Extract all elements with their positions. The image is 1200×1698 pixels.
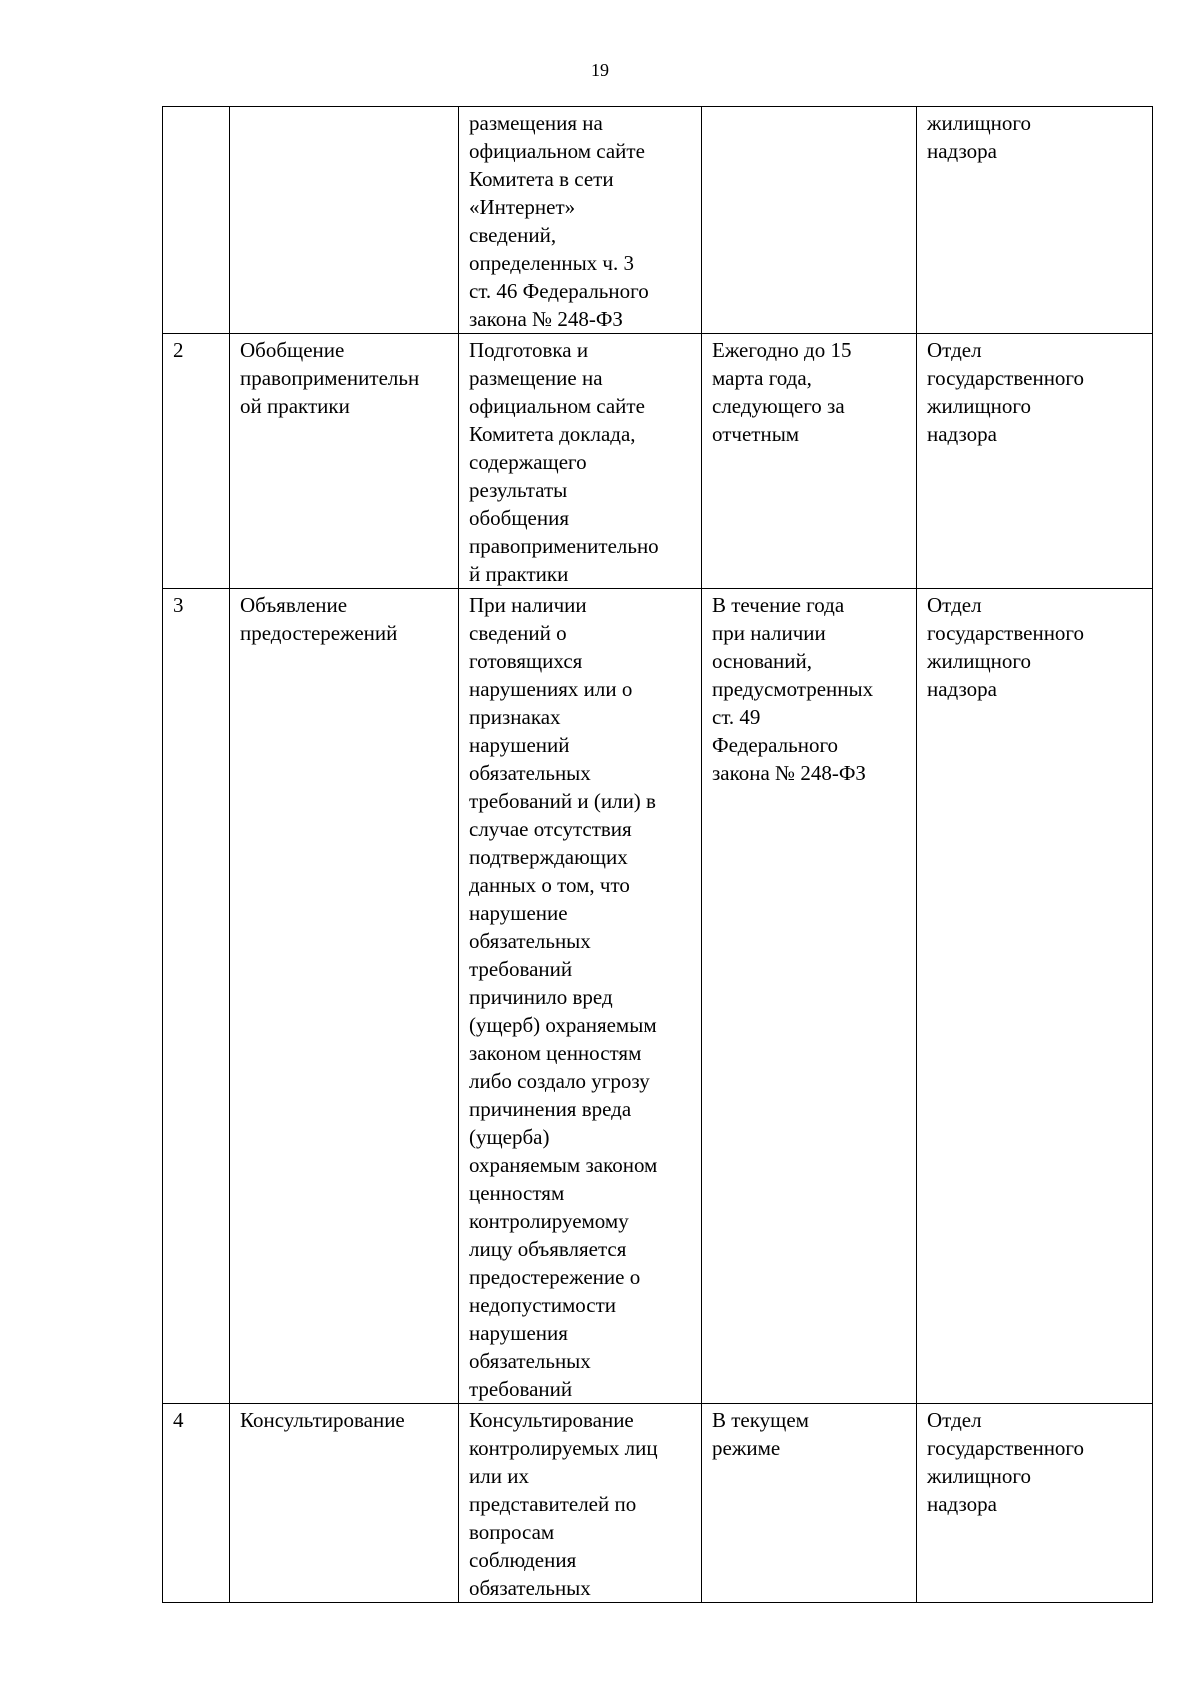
cell-text-line: Подготовка и [469,338,589,362]
cell-text-line: подтверждающих [469,845,628,869]
cell-text-line: нарушение [469,901,568,925]
cell-text-line: В текущем [712,1408,809,1432]
cell-text-line: размещение на [469,366,603,390]
cell-text-line: режиме [712,1436,781,1460]
cell-text-line: Отдел [927,338,982,362]
cell-text: 2 [173,338,184,362]
cell-text-line: определенных ч. 3 [469,251,634,275]
cell-text-line: признаках [469,705,561,729]
cell-text-line: ст. 46 Федерального [469,279,649,303]
table-row [163,589,1153,1404]
measure-content-cell [459,107,702,334]
cell-text-line: недопустимости [469,1293,616,1317]
cell-text-line: й практики [469,562,569,586]
term-cell [702,107,917,334]
cell-text-line: представителей по [469,1492,637,1516]
responsible-cell [917,334,1153,589]
plan-table [162,106,1153,1603]
cell-text-line: при наличии [712,621,826,645]
cell-text-line: сведений о [469,621,567,645]
page-number: 19 [591,60,609,80]
cell-text-line: нарушения [469,1321,568,1345]
cell-text-line: официальном сайте [469,394,645,418]
measure-content-cell [459,589,702,1404]
row-number-cell [163,334,230,589]
cell-text-line: В течение года [712,593,845,617]
responsible-cell [917,107,1153,334]
cell-text-line: Отдел [927,593,982,617]
cell-text-line: причинило вред [469,985,613,1009]
cell-text-line: обязательных [469,761,591,785]
cell-text-line: (ущерб) охраняемым [469,1013,657,1037]
cell-text-line: отчетным [712,422,800,446]
cell-text-line: Комитета доклада, [469,422,636,446]
cell-text-line: предостережений [240,621,398,645]
cell-text-line: марта года, [712,366,812,390]
cell-text-line: или их [469,1464,529,1488]
cell-text-line: причинения вреда [469,1097,632,1121]
row-number-cell [163,107,230,334]
term-cell [702,334,917,589]
cell-text-line: обязательных [469,1349,591,1373]
cell-text-line: Отдел [927,1408,982,1432]
cell-text-line: обязательных [469,1576,591,1600]
cell-text-line: При наличии [469,593,587,617]
cell-text-line: лицу объявляется [469,1237,627,1261]
cell-text-line: жилищного [927,394,1031,418]
term-cell [702,1404,917,1603]
cell-text-line: Объявление [240,593,348,617]
cell-text-line: государственного [927,1436,1085,1460]
cell-text-line: ценностям [469,1181,565,1205]
cell-text-line: Консультирование [240,1408,405,1432]
cell-text-line: надзора [927,422,997,446]
cell-text-line: следующего за [712,394,845,418]
table-row [163,107,1153,334]
table-row [163,334,1153,589]
cell-text-line: правоприменительн [240,366,420,390]
cell-text-line: жилищного [927,1464,1031,1488]
cell-text-line: предостережение о [469,1265,641,1289]
cell-text-line: правоприменительно [469,534,659,558]
cell-text-line: размещения на [469,111,603,135]
cell-text-line: требований [469,957,573,981]
cell-text-line: готовящихся [469,649,583,673]
cell-text-line: законом ценностям [469,1041,642,1065]
cell-text: 3 [173,593,184,617]
cell-text-line: охраняемым законом [469,1153,658,1177]
cell-text-line: надзора [927,677,997,701]
cell-text-line: надзора [927,139,997,163]
cell-text-line: требований [469,1377,573,1401]
cell-text-line: вопросам [469,1520,555,1544]
cell-text-line: случае отсутствия [469,817,632,841]
measure-content-cell [459,334,702,589]
cell-text-line: соблюдения [469,1548,577,1572]
measure-name-cell [230,334,459,589]
cell-text-line: сведений, [469,223,557,247]
cell-text-line: Ежегодно до 15 [712,338,852,362]
cell-text-line: Обобщение [240,338,345,362]
row-number-cell [163,589,230,1404]
cell-text-line: ст. 49 [712,705,761,729]
cell-text-line: официальном сайте [469,139,645,163]
cell-text-line: закона № 248-ФЗ [469,307,623,331]
cell-text: 4 [173,1408,184,1432]
cell-text-line: жилищного [927,649,1031,673]
cell-text-line: Консультирование [469,1408,634,1432]
table-row [163,1404,1153,1603]
cell-text-line: содержащего [469,450,587,474]
cell-text-line: государственного [927,621,1085,645]
cell-text-line: нарушений [469,733,570,757]
cell-text-line: нарушениях или о [469,677,633,701]
cell-text-line: либо создало угрозу [469,1069,650,1093]
term-cell [702,589,917,1404]
measure-name-cell [230,1404,459,1603]
cell-text-line: (ущерба) [469,1125,550,1149]
cell-text-line: Комитета в сети [469,167,614,191]
cell-text-line: предусмотренных [712,677,874,701]
cell-text-line: оснований, [712,649,813,673]
responsible-cell [917,1404,1153,1603]
cell-text-line: контролируемому [469,1209,629,1233]
cell-text-line: обобщения [469,506,569,530]
cell-text-line: «Интернет» [469,195,576,219]
cell-text-line: требований и (или) в [469,789,656,813]
cell-text-line: надзора [927,1492,997,1516]
responsible-cell [917,589,1153,1404]
measure-name-cell [230,589,459,1404]
cell-text-line: государственного [927,366,1085,390]
measure-name-cell [230,107,459,334]
cell-text-line: контролируемых лиц [469,1436,658,1460]
cell-text-line: Федерального [712,733,839,757]
cell-text-line: жилищного [927,111,1031,135]
cell-text-line: данных о том, что [469,873,630,897]
measure-content-cell [459,1404,702,1603]
row-number-cell [163,1404,230,1603]
cell-text-line: обязательных [469,929,591,953]
cell-text-line: ой практики [240,394,350,418]
cell-text-line: результаты [469,478,568,502]
cell-text-line: закона № 248-ФЗ [712,761,866,785]
